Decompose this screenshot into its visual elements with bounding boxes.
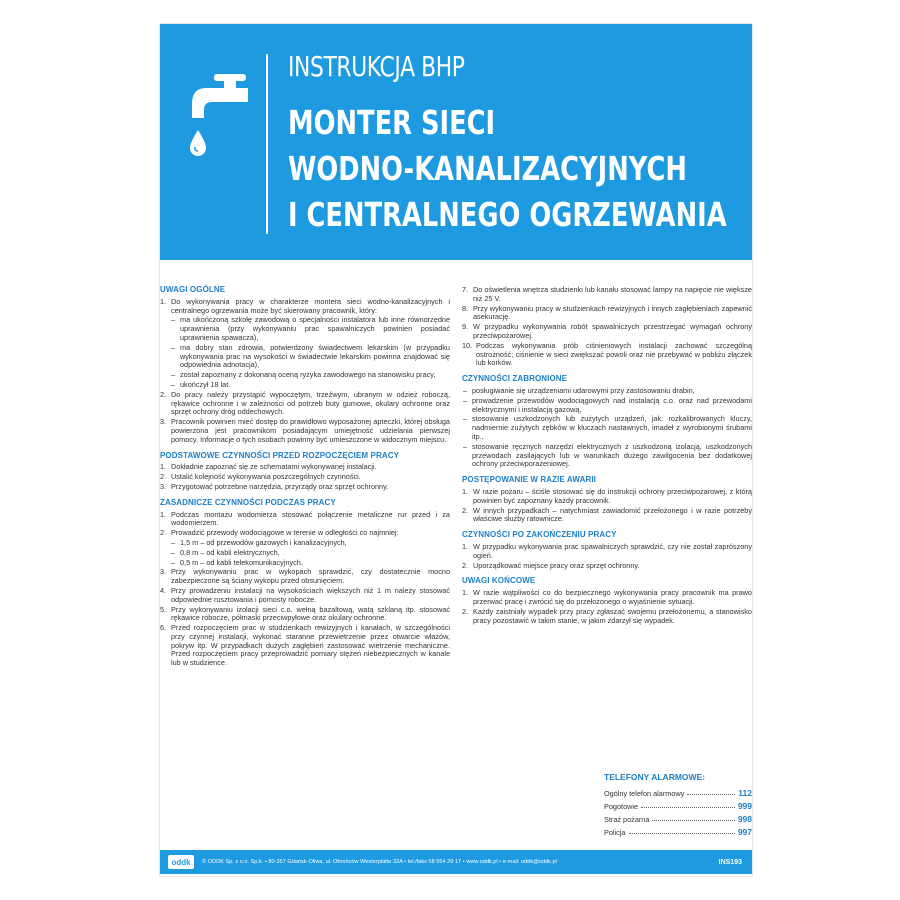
sub-item: – został zapoznany z dokonaną oceną ryzyka zawodowego na stanowisku pracy, (160, 371, 450, 380)
section-final-remarks (462, 577, 752, 625)
section-title: ZASADNICZE CZYNNOŚCI PODCZAS PRACY (160, 497, 336, 507)
item-text: Przed rozpoczęciem prac w studzienkach rewizyjnych i kanałach, w szczególności przy czynnej instalacji, wykonać staranne przewietrzenie przez otwarcie włazów, pokryw itp. W przypadkach dużych zagłębień zastosować wietrzenie mechaniczne. Przed rozpoczęciem pracy przeprowadzić pomiary stężeń niebezpiecznych w kanale lub w studzience. (171, 623, 450, 668)
list-item (160, 391, 450, 417)
water-tap-icon (190, 52, 260, 162)
item-text: Każdy zaistniały wypadek przy pracy zgłaszać swojemu przełożonemu, a stanowisko pracy pozostawić w takim stanie, w jakim zdarzył się wypadek. (473, 606, 752, 625)
list-item (462, 342, 752, 368)
item-number: 3. (160, 481, 167, 491)
list-item (160, 473, 450, 482)
item-text: W innych przypadkach – natychmiast zawiadomić przełożonego i w razie potrzeby właściwe służby ratownicze. (473, 505, 752, 524)
item-number: 1. (462, 588, 469, 598)
title-line: MONTER SIECI (288, 103, 496, 142)
list-item (462, 543, 752, 561)
alarm-row (604, 811, 752, 824)
list-item (160, 568, 450, 586)
section-before-work (160, 452, 450, 492)
list-item (462, 323, 752, 341)
item-number: 2. (462, 505, 469, 515)
item-number: 9. (462, 322, 469, 332)
section-general (160, 286, 450, 445)
section-during-work (160, 499, 450, 668)
alarm-row (604, 824, 752, 837)
list-item (462, 286, 752, 304)
item-number: 5. (160, 604, 167, 614)
item-number: 1. (160, 296, 167, 306)
alarm-label: Ogólny telefon alarmowy (604, 789, 685, 798)
sub-item: – 0,5 m – od kabli telekomunikacyjnych. (160, 559, 450, 568)
item-text: Do oświetlenia wnętrza studzienki lub kanału stosować lampy na napięcie nie większe niż 25 V. (473, 285, 752, 303)
poster-footer (160, 850, 752, 874)
section-title: UWAGI KOŃCOWE (462, 576, 536, 586)
alarm-label: Pogotowie (604, 802, 639, 811)
list-item (160, 529, 450, 538)
item-text: Pracownik powinien mieć dostęp do prawidłowo wyposażonej apteczki, której obsługa powierzona jest pracownikom posiadającym umiejętność udzielania pierwszej pomocy. Informacje o tych osobach powinny być umieszczone w widocznym miejscu. (171, 417, 450, 444)
item-number: 4. (160, 585, 167, 595)
sub-item: – ukończył 18 lat. (160, 381, 450, 390)
item-text: W przypadku wykonywania robót spawalniczych przestrzegać wymagań ochrony przeciwpożarowej. (473, 322, 752, 340)
footer-publisher-info: © ODDK Sp. z o.o. Sp.k. • 80-357 Gdańsk-Oliwa, ul. Obrońców Westerplatte 32A • tel./faks 58 554 29 17 • www.oddk.pl • e-mail: oddk@oddk.pl (202, 859, 557, 865)
section-title: CZYNNOŚCI ZABRONIONE (462, 374, 568, 384)
list-item (160, 298, 450, 316)
alarm-label: Policja (604, 828, 626, 837)
item-number: 8. (462, 303, 469, 313)
oddk-logo: oddk (168, 855, 194, 869)
section-forbidden (462, 375, 752, 469)
section-during-work-continued (462, 286, 752, 368)
list-item (462, 507, 752, 525)
item-number: 10. (462, 340, 473, 350)
item-number: 6. (160, 623, 167, 633)
list-item (160, 511, 450, 529)
sub-item: – 0,8 m – od kabli elektrycznych, (160, 549, 450, 558)
dotted-leader (629, 833, 735, 834)
section-title: POSTĘPOWANIE W RAZIE AWARII (462, 475, 596, 485)
item-number: 1. (160, 509, 167, 519)
alarm-phones-title: TELEFONY ALARMOWE: (604, 772, 706, 782)
right-column (462, 286, 752, 632)
bullet-item: – prowadzenie przewodów wodociągowych nad instalacją c.o. oraz nad przewodami elektrycznymi i instalacją gazową, (462, 397, 752, 415)
list-item (160, 483, 450, 492)
poster-title (288, 100, 727, 238)
bullet-item: – posługiwanie się urządzeniami udarowymi przy zastosowaniu drabin, (462, 387, 752, 396)
item-text: Przy prowadzeniu instalacji na wysokościach większych niż 1 m należy stosować odpowiednie rusztowania i pomosty robocze. (171, 585, 450, 604)
bullet-item: – stosowanie ręcznych narzędzi elektrycznych z uszkodzoną izolacją, uszkodzonych przewodach zasilających lub w warunkach dużego zawilgocenia bez dodatkowej ochrony przeciwporażeniowej. (462, 443, 752, 469)
left-column (160, 286, 450, 675)
sub-item: – ma dobry stan zdrowia, potwierdzony świadectwem lekarskim (w przypadku wykonywania prac na wysokości w świadectwie lekarskim powinna znajdować się odpowiednia adnotacja), (160, 344, 450, 370)
item-number: 3. (160, 417, 167, 427)
dotted-leader (687, 794, 735, 795)
document-code: INS193 (718, 858, 742, 866)
item-number: 2. (160, 472, 167, 482)
alarm-row (604, 785, 752, 798)
list-item (160, 463, 450, 472)
item-text: W razie pożaru – ściśle stosować się do instrukcji ochrony przeciwpożarowej, z którą powinien być zapoznany każdy pracownik. (473, 486, 752, 505)
item-text: Podczas montażu wodomierza stosować połączenie metaliczne rur przed i za wodomierzem. (171, 509, 450, 528)
item-number: 2. (160, 528, 167, 538)
item-text: Prowadzić przewody wodociągowe w terenie w odległości co najmniej: (171, 528, 399, 538)
item-number: 2. (462, 560, 469, 570)
item-text: Przy wykonywaniu prac w wykopach sprawdzić, czy dostatecznie mocno zabezpieczone są ściany wykopu przed obsunięciem. (171, 567, 450, 586)
list-item (462, 562, 752, 571)
item-text: Uporządkować miejsce pracy oraz sprzęt ochronny. (473, 560, 640, 570)
section-title: UWAGI OGÓLNE (160, 285, 226, 294)
item-text: Dokładnie zapoznać się ze schematami wykonywanej instalacji. (171, 462, 377, 472)
list-item (462, 608, 752, 626)
alarm-number: 112 (738, 788, 752, 798)
item-text: Przy wykonywaniu pracy w studzienkach rewizyjnych i innych zagłębieniach zapewnić asekurację. (473, 303, 752, 322)
list-item (160, 624, 450, 668)
item-text: Do wykonywania pracy w charakterze montera sieci wodno-kanalizacyjnych i centralnego ogrzewania może być skierowany pracownik, który: (171, 296, 450, 315)
header-subtitle: INSTRUKCJA BHP (288, 50, 465, 83)
section-title: CZYNNOŚCI PO ZAKOŃCZENIU PRACY (462, 530, 617, 540)
title-line: I CENTRALNEGO OGRZEWANIA (288, 195, 727, 234)
item-text: Do pracy należy przystąpić wypoczętym, trzeźwym, ubranym w odzież roboczą, rękawice ochronne i w zależności od potrzeb buty gumowe, okulary ochronne oraz sprzęt ochrony dróg oddechowych. (171, 389, 450, 417)
list-item (462, 305, 752, 323)
dotted-leader (652, 820, 734, 821)
item-number: 1. (462, 541, 469, 551)
alarm-number: 999 (737, 801, 752, 811)
item-number: 2. (462, 606, 469, 616)
alarm-row (604, 798, 752, 811)
item-number: 1. (462, 486, 469, 496)
item-number: 3. (160, 567, 167, 577)
sub-item: – 1,5 m – od przewodów gazowych i kanalizacyjnych, (160, 539, 450, 548)
item-number: 1. (160, 462, 167, 472)
item-text: Przygotować potrzebne narzędzia, przyrządy oraz sprzęt ochronny. (171, 481, 389, 491)
bullet-item: – stosowanie uszkodzonych lub zużytych urządzeń, jak: rozkalibrowanych kluczy, nadmiernie zużytych zębków w kluczach nastawnych, imadeł z wyrobionymi śrubami itp., (462, 415, 752, 441)
alarm-label: Straż pożarna (604, 815, 650, 824)
item-number: 7. (462, 285, 469, 294)
list-item (160, 418, 450, 444)
section-title: PODSTAWOWE CZYNNOŚCI PRZED ROZPOCZĘCIEM PRACY (160, 450, 400, 460)
item-text: W razie wątpliwości co do bezpiecznego wykonywania pracy pracownik ma prawo przerwać pracę i zwrócić się do przełożonego o wyjaśnienie sytuacji. (473, 588, 752, 606)
list-item (462, 589, 752, 607)
item-text: W przypadku wykonywania prac spawalniczych sprawdzić, czy nie został zaprószony ogień. (473, 541, 752, 560)
list-item (160, 606, 450, 624)
item-text: Przy wykonywaniu izolacji sieci c.o. wełną bazaltową, watą szklaną itp. stosować rękawice robocze, półmaski przeciwpyłowe oraz okulary ochronne. (171, 604, 450, 623)
alarm-phones (604, 772, 752, 837)
section-after-work (462, 531, 752, 570)
sub-item: – ma ukończoną szkołę zawodową o specjalności instalatora lub inne równorzędne uprawnienia (przy wykonywaniu prac spawalniczych powinien posiadać uprawnienia spawacza), (160, 316, 450, 342)
list-item (462, 488, 752, 506)
item-number: 2. (160, 389, 167, 399)
dotted-leader (641, 807, 735, 808)
alarm-number: 998 (737, 814, 752, 824)
list-item (160, 587, 450, 605)
safety-instruction-poster (160, 24, 752, 876)
title-line: WODNO-KANALIZACYJNYCH (288, 149, 687, 188)
alarm-number: 997 (737, 827, 752, 837)
header-divider (266, 54, 268, 234)
item-text: Ustalić kolejność wykonywania poszczególnych czynności. (171, 472, 361, 482)
item-text: Podczas wykonywania prób ciśnieniowych instalacji zachować szczególną ostrożność; ciśnienie w sieci zwiększać powoli oraz nie przebywać w pobliżu złączek lub korków. (476, 340, 752, 368)
section-failure (462, 476, 752, 524)
poster-header (160, 24, 752, 260)
